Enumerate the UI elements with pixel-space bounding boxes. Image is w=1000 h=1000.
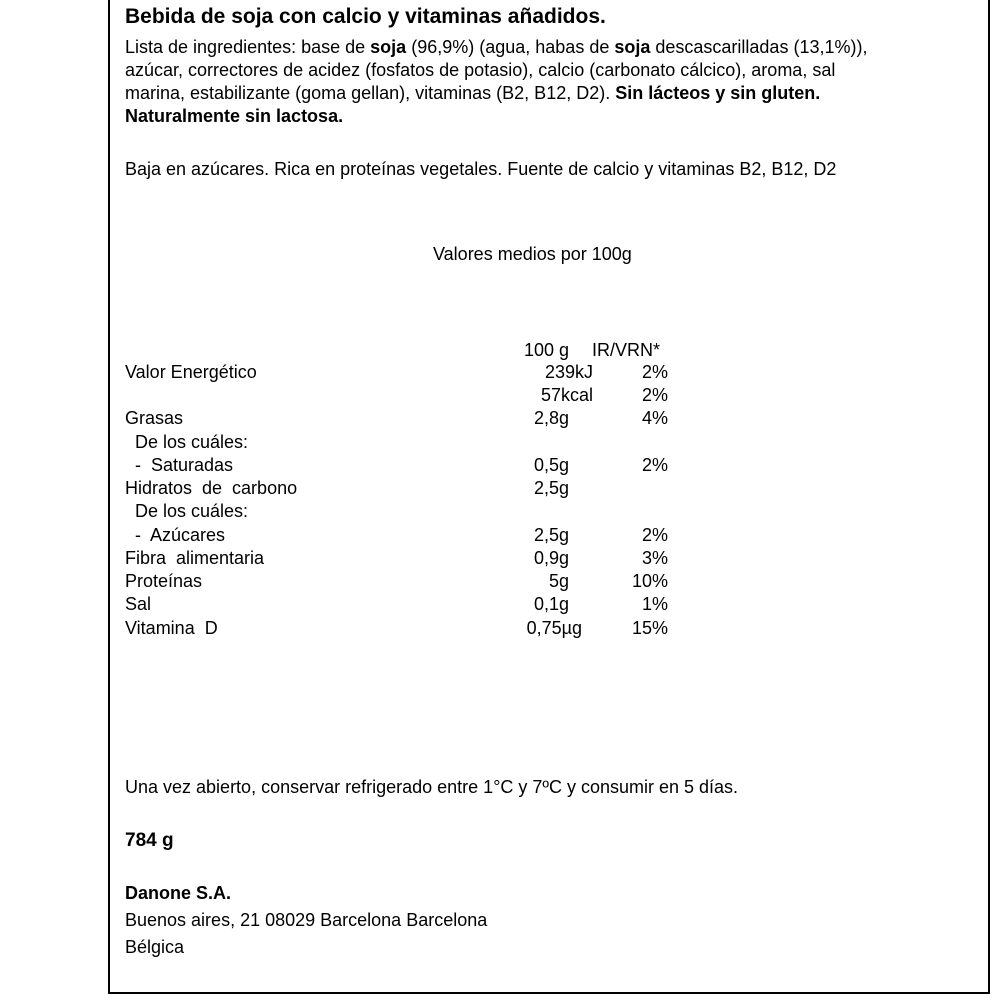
nutrition-row-amount: 2,5g bbox=[533, 525, 569, 545]
nutrition-row-ri: 2% bbox=[641, 385, 668, 405]
nutrition-row-label: - Saturadas bbox=[125, 455, 234, 475]
nutrition-row-label: De los cuáles: bbox=[125, 501, 249, 521]
nutrition-row-label: Hidratos de carbono bbox=[125, 478, 298, 498]
valores-caption: Valores medios por 100g bbox=[433, 244, 632, 264]
nutrition-row-label: De los cuáles: bbox=[125, 432, 249, 452]
ingredients-list bbox=[125, 36, 875, 128]
nutrition-row-label: Proteínas bbox=[125, 571, 203, 591]
ingredients-bold-soja-1: soja bbox=[370, 37, 407, 57]
nutrition-row-label: Fibra alimentaria bbox=[125, 548, 265, 568]
nutrition-row-label: Grasas bbox=[125, 408, 184, 428]
nutrition-header-amount: 100 g bbox=[523, 340, 569, 360]
nutrition-row-ri: 3% bbox=[641, 548, 668, 568]
nutrition-row-ri: 2% bbox=[641, 525, 668, 545]
nutrition-row-amount: 0,9g bbox=[533, 548, 569, 568]
product-title: Bebida de soja con calcio y vitaminas añadidos. bbox=[125, 5, 606, 28]
allergen-claim: Sin lácteos y sin gluten. Naturalmente sin lactosa. bbox=[125, 83, 821, 126]
ingredients-text-3: descascarilladas (13,1%)), azúcar, correctores de acidez (fosfatos de potasio), calcio (carbonato cálcico), aroma, sal marina, estabilizante (goma gellan), vitaminas (B2, B12, D2). bbox=[125, 37, 868, 103]
nutrition-row-ri: 10% bbox=[631, 571, 668, 591]
company-name: Danone S.A. bbox=[125, 883, 232, 903]
nutrition-row-amount: 239kJ bbox=[544, 362, 593, 382]
nutrition-row-amount: 0,5g bbox=[533, 455, 569, 475]
nutrition-row-label: Sal bbox=[125, 594, 152, 614]
nutrition-row-label: Valor Energético bbox=[125, 362, 257, 382]
nutrition-row-ri: 1% bbox=[641, 594, 668, 614]
nutrition-row-amount: 5g bbox=[548, 571, 569, 591]
nutrition-row-amount: 2,8g bbox=[533, 408, 569, 428]
nutrition-row-amount: 2,5g bbox=[533, 478, 569, 498]
nutrition-row-ri: 2% bbox=[641, 362, 668, 382]
nutrition-row-amount: 0,75µg bbox=[526, 618, 582, 638]
nutrition-claims: Baja en azúcares. Rica en proteínas vegetales. Fuente de calcio y vitaminas B2, B12, D2 bbox=[125, 159, 837, 179]
nutrition-row-label: Vitamina D bbox=[125, 618, 218, 638]
nutrition-row-ri: 4% bbox=[641, 408, 668, 428]
company-address: Buenos aires, 21 08029 Barcelona Barcelona bbox=[125, 910, 488, 930]
storage-instructions: Una vez abierto, conservar refrigerado entre 1°C y 7ºC y consumir en 5 días. bbox=[125, 777, 739, 797]
ingredients-text-1: Lista de ingredientes: base de bbox=[125, 37, 371, 57]
company-country: Bélgica bbox=[125, 937, 185, 957]
nutrition-row-amount: 57kcal bbox=[540, 385, 593, 405]
net-weight: 784 g bbox=[125, 830, 174, 851]
ingredients-text-2: (96,9%) (agua, habas de bbox=[406, 37, 615, 57]
nutrition-row-ri: 15% bbox=[631, 618, 668, 638]
ingredients-bold-soja-2: soja bbox=[614, 37, 651, 57]
nutrition-header-ri: IR/VRN* bbox=[592, 340, 661, 360]
nutrition-row-label: - Azúcares bbox=[125, 525, 226, 545]
nutrition-row-amount: 0,1g bbox=[533, 594, 569, 614]
nutrition-row-ri: 2% bbox=[641, 455, 668, 475]
